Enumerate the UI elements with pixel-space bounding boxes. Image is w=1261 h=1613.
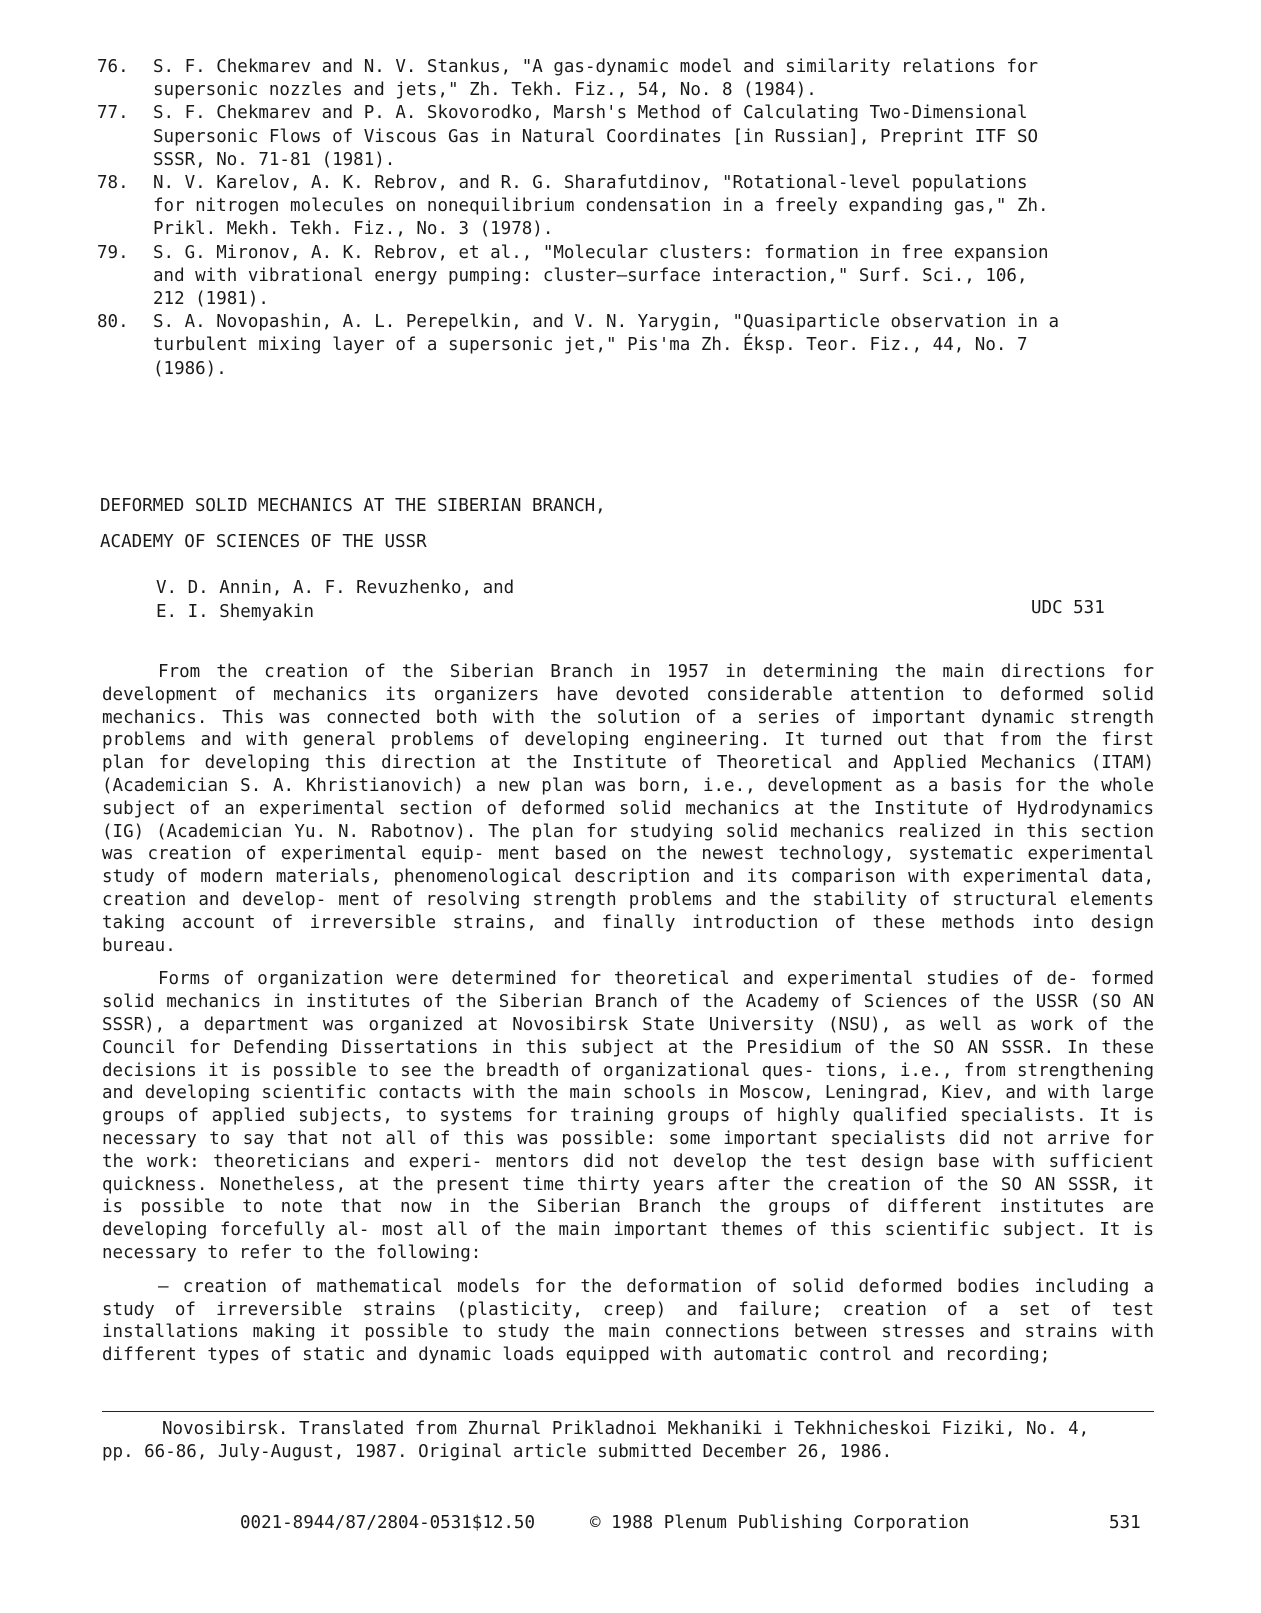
reference-number: 76. — [97, 57, 129, 77]
reference-item — [97, 172, 1142, 242]
reference-item — [97, 102, 1142, 172]
reference-line: turbulent mixing layer of a supersonic jet," Pis'ma Zh. Éksp. Teor. Fiz., 44, No. 7 — [153, 335, 1028, 356]
article-body — [102, 661, 1154, 1378]
reference-text — [153, 56, 1142, 102]
reference-item — [97, 311, 1142, 381]
udc-code: UDC 531 — [1031, 598, 1105, 618]
publication-code: 0021-8944/87/2804-0531$12.50 — [240, 1513, 536, 1533]
reference-text — [153, 311, 1142, 381]
reference-line: 212 (1981). — [153, 289, 269, 310]
page-number: 531 — [1109, 1513, 1141, 1533]
reference-number: 80. — [97, 312, 129, 333]
reference-text — [153, 102, 1142, 172]
footnote-line: pp. 66-86, July-August, 1987. Original article submitted December 26, 1986. — [102, 1442, 893, 1462]
body-paragraph: Forms of organization were determined for theoretical and experimental studies of de- formed solid mechanics in institutes of the Siberian Branch of the Academy of Sciences of the USSR (SO AN SSSR), a department was organized at Novosibirsk State University (NSU), as well as work of the Council for Defending Dissertations in this subject at the Presidium of the SO AN SSSR. In these decisions it is possible to see the breadth of organizational ques- tions, i.e., from strengthening and developing scientific contacts with the main schools in Moscow, Leningrad, Kiev, and with large groups of applied subjects, to systems for training groups of highly qualified specialists. It is necessary to say that not all of this was possible: some important specialists did not arrive for the work: theoreticians and experi- mentors did not develop the test design base with sufficient quickness. Nonetheless, at the present time thirty years after the creation of the SO AN SSSR, it is possible to note that now in the Siberian Branch the groups of different institutes are developing forcefully al- most all of the main important themes of this scientific subject. It is necessary to refer to the following: — [102, 969, 1154, 1263]
reference-line: S. G. Mironov, A. K. Rebrov, et al., "Molecular clusters: formation in free expansion — [153, 242, 1049, 263]
reference-line: for nitrogen molecules on nonequilibrium condensation in a freely expanding gas," Zh. — [153, 196, 1049, 217]
reference-line: SSSR, No. 71-81 (1981). — [153, 149, 396, 170]
reference-line: S. F. Chekmarev and P. A. Skovorodko, Marsh's Method of Calculating Two-Dimensional — [153, 103, 1028, 124]
reference-line: S. F. Chekmarev and N. V. Stankus, "A gas-dynamic model and similarity relations for — [153, 57, 1039, 77]
footnote-line: Novosibirsk. Translated from Zhurnal Prikladnoi Mekhaniki i Tekhnicheskoi Fiziki, No. 4, — [162, 1419, 1090, 1439]
reference-line: supersonic nozzles and jets," Zh. Tekh. Fiz., 54, No. 8 (1984). — [153, 80, 817, 101]
reference-item — [97, 56, 1142, 102]
footnote — [102, 1418, 1162, 1464]
reference-list — [97, 56, 1142, 381]
reference-item — [97, 242, 1142, 312]
reference-line: S. A. Novopashin, A. L. Perepelkin, and V. N. Yarygin, "Quasiparticle observation in a — [153, 312, 1060, 333]
footnote-divider — [102, 1411, 1154, 1412]
copyright-notice: © 1988 Plenum Publishing Corporation — [590, 1513, 970, 1533]
reference-number: 79. — [97, 242, 129, 263]
reference-line: N. V. Karelov, A. K. Rebrov, and R. G. Sharafutdinov, "Rotational-level populations — [153, 173, 1028, 194]
article-title-line-1: DEFORMED SOLID MECHANICS AT THE SIBERIAN BRANCH, — [100, 496, 606, 516]
authors-line: V. D. Annin, A. F. Revuzhenko, and — [156, 578, 515, 598]
reference-text — [153, 172, 1142, 242]
reference-number: 78. — [97, 173, 129, 194]
body-paragraph: – creation of mathematical models for the deformation of solid deformed bodies including a study of irreversible strains (plasticity, creep) and failure; creation of a set of test installations making it possible to study the main connections between stresses and strains with different types of static and dynamic loads equipped with automatic control and recording; — [102, 1276, 1154, 1366]
reference-line: (1986). — [153, 358, 227, 379]
reference-line: and with vibrational energy pumping: cluster—surface interaction," Surf. Sci., 106, — [153, 265, 1028, 286]
body-paragraph: From the creation of the Siberian Branch in 1957 in determining the main directions for development of mechanics its organizers have devoted considerable attention to deformed solid mechanics. This was connected both with the solution of a series of important dynamic strength problems and with general problems of developing engineering. It turned out that from the first plan for developing this direction at the Institute of Theoretical and Applied Mechanics (ITAM) (Academician S. A. Khristianovich) a new plan was born, i.e., development as a basis for the whole subject of an experimental section of deformed solid mechanics at the Institute of Hydrodynamics (IG) (Academician Yu. N. Rabotnov). The plan for studying solid mechanics realized in this section was creation of experimental equip- ment based on the newest technology, systematic experimental study of modern materials, phenomenological description and its comparison with experimental data, creation and develop- ment of resolving strength problems and the stability of structural elements taking account of irreversible strains, and finally introduction of these methods into design bureau. — [102, 662, 1154, 956]
reference-line: Supersonic Flows of Viscous Gas in Natural Coordinates [in Russian], Preprint ITF SO — [153, 126, 1039, 147]
authors-line: E. I. Shemyakin — [156, 602, 315, 622]
reference-number: 77. — [97, 103, 129, 124]
article-authors — [156, 576, 514, 624]
reference-line: Prikl. Mekh. Tekh. Fiz., No. 3 (1978). — [153, 219, 554, 240]
reference-text — [153, 242, 1142, 312]
article-title-line-2: ACADEMY OF SCIENCES OF THE USSR — [100, 532, 427, 552]
